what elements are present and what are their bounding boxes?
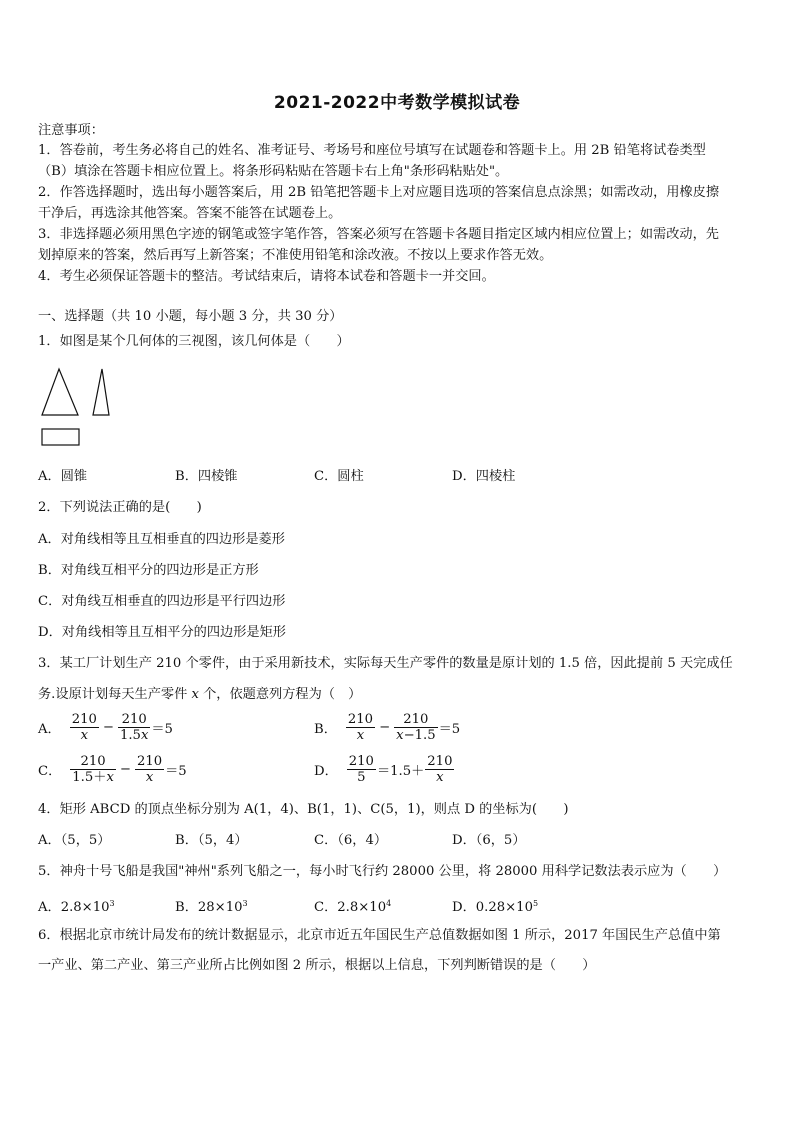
q3-option-d (314, 754, 455, 785)
equals-five: ＝5 (438, 722, 461, 737)
q3-c-fraction-1 (70, 754, 116, 785)
q4-option-b: B．（5，4） (175, 833, 248, 848)
q2-option-a: A．对角线相等且互相垂直的四边形是菱形 (38, 532, 285, 547)
minus-sign: − (379, 720, 391, 735)
q3-stem-text-a: 务.设原计划每天生产零件 (38, 687, 188, 702)
q3-a-fraction-1 (70, 712, 99, 743)
denominator: x (436, 770, 444, 785)
notice-heading: 注意事项： (38, 123, 104, 138)
equals-five: ＝5 (165, 764, 187, 779)
numerator: 210 (136, 754, 163, 769)
q4-option-d: D．（6，5） (452, 833, 526, 848)
numerator: 210 (71, 712, 97, 727)
q5-option-a: A．$2.8\times 10^3$ (38, 899, 115, 915)
numerator: 210 (70, 754, 116, 770)
numerator: 210 (427, 754, 453, 769)
q3-stem-line-2 (38, 687, 760, 703)
q2-option-c: C．对角线互相垂直的四边形是平行四边形 (38, 594, 286, 609)
q2-option-d: D．对角线相等且互相平分的四边形是矩形 (38, 625, 286, 640)
q4-option-a: A．（5，5） (38, 833, 111, 848)
denominator: x (356, 728, 365, 743)
numerator: 210 (394, 712, 437, 728)
q3-a-fraction-2 (118, 712, 150, 743)
q1-stem: 1．如图是某个几何体的三视图，该几何体是（ ） (38, 334, 350, 349)
minus-sign: − (102, 720, 114, 735)
notice-line-7: 4．考生必须保证答题卡的整洁。考试结束后，请将本试卷和答题卡一并交回。 (38, 269, 495, 284)
q3-variable-x: x (191, 687, 199, 702)
q3-option-a-label: A． (38, 722, 61, 737)
numerator: 210 (347, 712, 374, 727)
q3-c-fraction-2 (135, 754, 164, 785)
q3-stem-line-1: 3．某工厂计划生产 210 个零件，由于采用新技术，实际每天生产零件的数量是原计划的 1.5 倍，因此提前 5 天完成任 (38, 656, 733, 671)
q1-option-c: C．圆柱 (314, 469, 364, 484)
q4-stem: 4．矩形 ABCD 的顶点坐标分别为 A(1，4)、B(1，1)、C(5，1)，则点 D 的坐标为( ) (38, 802, 569, 817)
q5-stem: 5．神舟十号飞船是我国"神州"系列飞船之一，每小时飞行约 28000 公里，将 28000 用科学记数法表示应为（ ） (38, 864, 727, 879)
q5-option-d: D．$0.28\times 10^5$ (452, 899, 539, 915)
q6-stem-line-1: 6．根据北京市统计局发布的统计数据显示，北京市近五年国民生产总值数据如图 1 所示，2017 年国民生产总值中第 (38, 928, 721, 943)
q3-option-c (38, 754, 187, 785)
denominator: x (145, 770, 154, 785)
q1-option-b: B．四棱锥 (175, 469, 238, 484)
minus-sign: − (119, 762, 131, 777)
page-title: 2021-2022中考数学模拟试卷 (273, 93, 521, 113)
q5-option-b: B．$28\times 10^3$ (175, 899, 248, 915)
q3-option-b-label: B． (314, 722, 337, 737)
notice-line-1: 1．答卷前，考生务必将自己的姓名、准考证号、考场号和座位号填写在试题卷和答题卡上。用 2B 铅笔将试卷类型 (38, 143, 706, 158)
numerator: 210 (348, 754, 374, 769)
q2-option-b: B．对角线互相平分的四边形是正方形 (38, 563, 259, 578)
notice-line-2: （B）填涂在答题卡相应位置上。将条形码粘贴在答题卡右上角"条形码粘贴处"。 (38, 164, 509, 179)
q3-option-d-label: D． (314, 764, 338, 779)
q3-option-a (38, 712, 173, 743)
denominator: x−1.5 (396, 728, 436, 743)
q3-stem-text-b: 个，依题意列方程为（ ） (203, 687, 362, 702)
equals-one-point-five-plus: ＝1.5＋ (376, 764, 425, 779)
q3-option-c-label: C． (38, 764, 62, 779)
q2-stem: 2．下列说法正确的是( ) (38, 500, 202, 515)
q6-stem-line-2: 一产业、第二产业、第三产业所占比例如图 2 所示，根据以上信息，下列判断错误的是（ ） (38, 958, 596, 973)
notice-line-4: 干净后，再选涂其他答案。答案不能答在试题卷上。 (38, 206, 342, 221)
q3-b-fraction-1 (346, 712, 375, 743)
numerator: 210 (118, 712, 150, 728)
q1-option-a: A．圆锥 (38, 469, 88, 484)
q3-b-fraction-2 (394, 712, 437, 743)
three-view-figure (36, 363, 120, 453)
q4-option-c: C．（6，4） (314, 833, 388, 848)
notice-line-5: 3．非选择题必须用黑色字迹的钢笔或签字笔作答，答案必须写在答题卡各题目指定区域内相应位置上；如需改动，先 (38, 227, 719, 242)
q1-option-d: D．四棱柱 (452, 469, 516, 484)
notice-line-3: 2．作答选择题时，选出每小题答案后，用 2B 铅笔把答题卡上对应题目选项的答案信息点涂黑；如需改动，用橡皮擦 (38, 185, 720, 200)
q3-option-b (314, 712, 460, 743)
q3-d-fraction-1 (347, 754, 376, 785)
denominator: x (80, 728, 89, 743)
top-view-rectangle (42, 429, 79, 445)
denominator: 1.5x (119, 728, 149, 743)
section-heading: 一、选择题（共 10 小题，每小题 3 分，共 30 分） (38, 309, 343, 324)
side-view-triangle (93, 369, 109, 415)
equals-five: ＝5 (151, 722, 173, 737)
denominator: 1.5＋x (72, 770, 114, 785)
q5-option-c: C．$2.8\times 10^4$ (314, 899, 392, 915)
notice-line-6: 划掉原来的答案，然后再写上新答案；不准使用铅笔和涂改液。不按以上要求作答无效。 (38, 248, 553, 263)
q3-d-fraction-2 (425, 754, 454, 785)
denominator: 5 (357, 770, 366, 785)
front-view-triangle (42, 369, 78, 415)
